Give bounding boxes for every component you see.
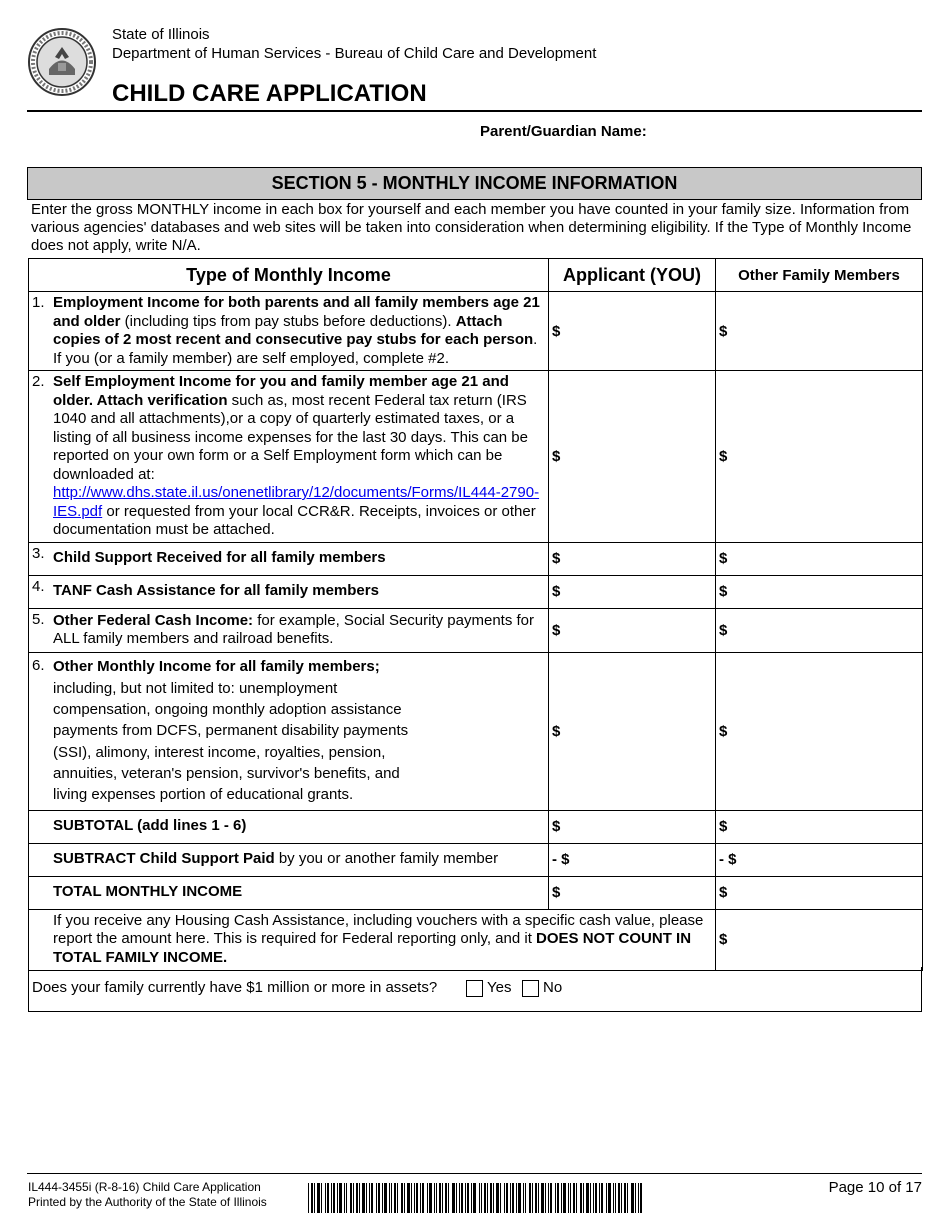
income-table bbox=[28, 258, 923, 971]
row-label: Employment Income for both parents and all family members age 21 and older bbox=[53, 294, 540, 330]
other-other-income-field[interactable]: $ bbox=[716, 652, 923, 810]
table-row bbox=[29, 608, 923, 652]
row-number: 2. bbox=[32, 373, 45, 390]
row-number: 4. bbox=[32, 577, 45, 595]
row-number: 3. bbox=[32, 544, 45, 562]
assets-question-row bbox=[28, 967, 922, 1012]
row-other-income-description bbox=[29, 652, 549, 810]
footer-divider bbox=[27, 1173, 922, 1174]
applicant-employment-income-field[interactable]: $ bbox=[549, 292, 716, 371]
row-label: Other Federal Cash Income: bbox=[53, 611, 254, 629]
other-total-field[interactable]: $ bbox=[716, 876, 923, 909]
applicant-federal-cash-field[interactable]: $ bbox=[549, 608, 716, 652]
row-label: Child Support Received for all family members bbox=[53, 549, 386, 567]
section-title: SECTION 5 - MONTHLY INCOME INFORMATION bbox=[27, 167, 922, 200]
row-text: such as, most recent Federal tax return (IRS 1040 and all attachments),or a copy of quarterly estimated taxes, or a listing of all business income expenses for the last 30 days. This can be reported on your own form or a Self Employment form which can be downloaded at: bbox=[53, 391, 528, 483]
applicant-child-support-paid-field[interactable]: - $ bbox=[549, 843, 716, 876]
row-employment-description bbox=[29, 292, 549, 371]
row-text: or requested from your local CCR&R. Receipts, invoices or other documentation must be attached. bbox=[53, 502, 536, 538]
table-row bbox=[29, 843, 923, 876]
row-text: (including tips from pay stubs before deductions). bbox=[120, 312, 456, 330]
row-child-support-description bbox=[29, 542, 549, 575]
row-label: TANF Cash Assistance for all family members bbox=[53, 582, 379, 600]
table-row bbox=[29, 371, 923, 543]
housing-text: If you receive any Housing Cash Assistance, including vouchers with a specific cash value, please report the amount here. This is required for Federal reporting only, and it bbox=[53, 911, 704, 948]
table-row bbox=[29, 575, 923, 608]
section-instructions: Enter the gross MONTHLY income in each box for yourself and each member you have counted in your family size. Information from various agencies' databases and web sites will be taken into consideration when determining eligibility. If the Type of Monthly Income does not apply, write N/A. bbox=[31, 201, 912, 254]
other-subtotal-field[interactable]: $ bbox=[716, 810, 923, 843]
applicant-tanf-field[interactable]: $ bbox=[549, 575, 716, 608]
row-tanf-description bbox=[29, 575, 549, 608]
other-employment-income-field[interactable]: $ bbox=[716, 292, 923, 371]
assets-question: Does your family currently have $1 million or more in assets? bbox=[32, 979, 438, 996]
housing-label: DOES NOT COUNT IN TOTAL FAMILY INCOME. bbox=[53, 930, 692, 966]
column-header-other-members: Other Family Members bbox=[716, 259, 923, 292]
row-federal-cash-description bbox=[29, 608, 549, 652]
row-text: . If you (or a family member) are self employed, complete #2. bbox=[53, 331, 538, 367]
page-number: Page 10 of 17 bbox=[828, 1179, 922, 1196]
barcode-icon bbox=[308, 1183, 644, 1213]
row-label: Attach copies of 2 most recent and consecutive pay stubs for each person bbox=[53, 312, 534, 348]
other-tanf-field[interactable]: $ bbox=[716, 575, 923, 608]
header-divider bbox=[27, 110, 922, 112]
state-seal-icon bbox=[27, 27, 97, 97]
other-federal-cash-field[interactable]: $ bbox=[716, 608, 923, 652]
total-label-cell bbox=[29, 876, 549, 909]
other-child-support-field[interactable]: $ bbox=[716, 542, 923, 575]
row-number: 1. bbox=[32, 294, 45, 311]
applicant-other-income-field[interactable]: $ bbox=[549, 652, 716, 810]
column-header-applicant: Applicant (YOU) bbox=[549, 259, 716, 292]
parent-guardian-name-label: Parent/Guardian Name: bbox=[480, 123, 647, 140]
applicant-subtotal-field[interactable]: $ bbox=[549, 810, 716, 843]
subtract-text: by you or another family member bbox=[274, 850, 499, 868]
other-self-employment-field[interactable]: $ bbox=[716, 371, 923, 543]
applicant-total-field[interactable]: $ bbox=[549, 876, 716, 909]
header-state: State of Illinois bbox=[112, 26, 210, 43]
row-label: Other Monthly Income for all family members; bbox=[53, 658, 380, 676]
footer-printed-by: Printed by the Authority of the State of Illinois bbox=[28, 1195, 267, 1209]
total-label: TOTAL MONTHLY INCOME bbox=[53, 883, 243, 901]
applicant-child-support-field[interactable]: $ bbox=[549, 542, 716, 575]
row-label: Self Employment Income for you and family member age 21 and older. Attach verification bbox=[53, 373, 509, 409]
table-row bbox=[29, 909, 923, 970]
footer-form-id: IL444-3455i (R-8-16) Child Care Application bbox=[28, 1180, 261, 1194]
assets-yes-checkbox[interactable] bbox=[466, 980, 483, 997]
column-header-type: Type of Monthly Income bbox=[29, 259, 549, 292]
header-department: Department of Human Services - Bureau of Child Care and Development bbox=[112, 45, 597, 62]
subtract-label-cell bbox=[29, 843, 549, 876]
table-row bbox=[29, 542, 923, 575]
table-header-row bbox=[29, 259, 923, 292]
assets-no-label: No bbox=[543, 979, 563, 996]
row-self-employment-description bbox=[29, 371, 549, 543]
row-number: 5. bbox=[32, 610, 45, 628]
subtotal-label: SUBTOTAL (add lines 1 - 6) bbox=[53, 817, 247, 835]
self-employment-form-link[interactable]: http://www.dhs.state.il.us/onenetlibrary/12/documents/Forms/IL444-2790-IES.pdf bbox=[53, 484, 540, 520]
applicant-self-employment-field[interactable]: $ bbox=[549, 371, 716, 543]
table-row bbox=[29, 292, 923, 371]
housing-assistance-field[interactable]: $ bbox=[716, 909, 923, 970]
table-row bbox=[29, 810, 923, 843]
table-row bbox=[29, 876, 923, 909]
subtract-label: SUBTRACT Child Support Paid bbox=[53, 850, 275, 868]
assets-no-checkbox[interactable] bbox=[522, 980, 539, 997]
assets-yes-label: Yes bbox=[487, 979, 512, 996]
table-row bbox=[29, 652, 923, 810]
row-text: for example, Social Security payments for ALL family members and railroad benefits. bbox=[53, 611, 535, 647]
other-child-support-paid-field[interactable]: - $ bbox=[716, 843, 923, 876]
page-title: CHILD CARE APPLICATION bbox=[112, 80, 427, 107]
subtotal-label-cell bbox=[29, 810, 549, 843]
housing-assistance-description bbox=[29, 909, 716, 970]
row-text: including, but not limited to: unemployment compensation, ongoing monthly adoption assistance payments from DCFS, permanent disability payments (SSI), alimony, interest income, royalties, pension, annuities, veteran's pension, survivor's benefits, and living expenses portion of educational grants. bbox=[53, 679, 409, 804]
row-number: 6. bbox=[32, 656, 45, 674]
